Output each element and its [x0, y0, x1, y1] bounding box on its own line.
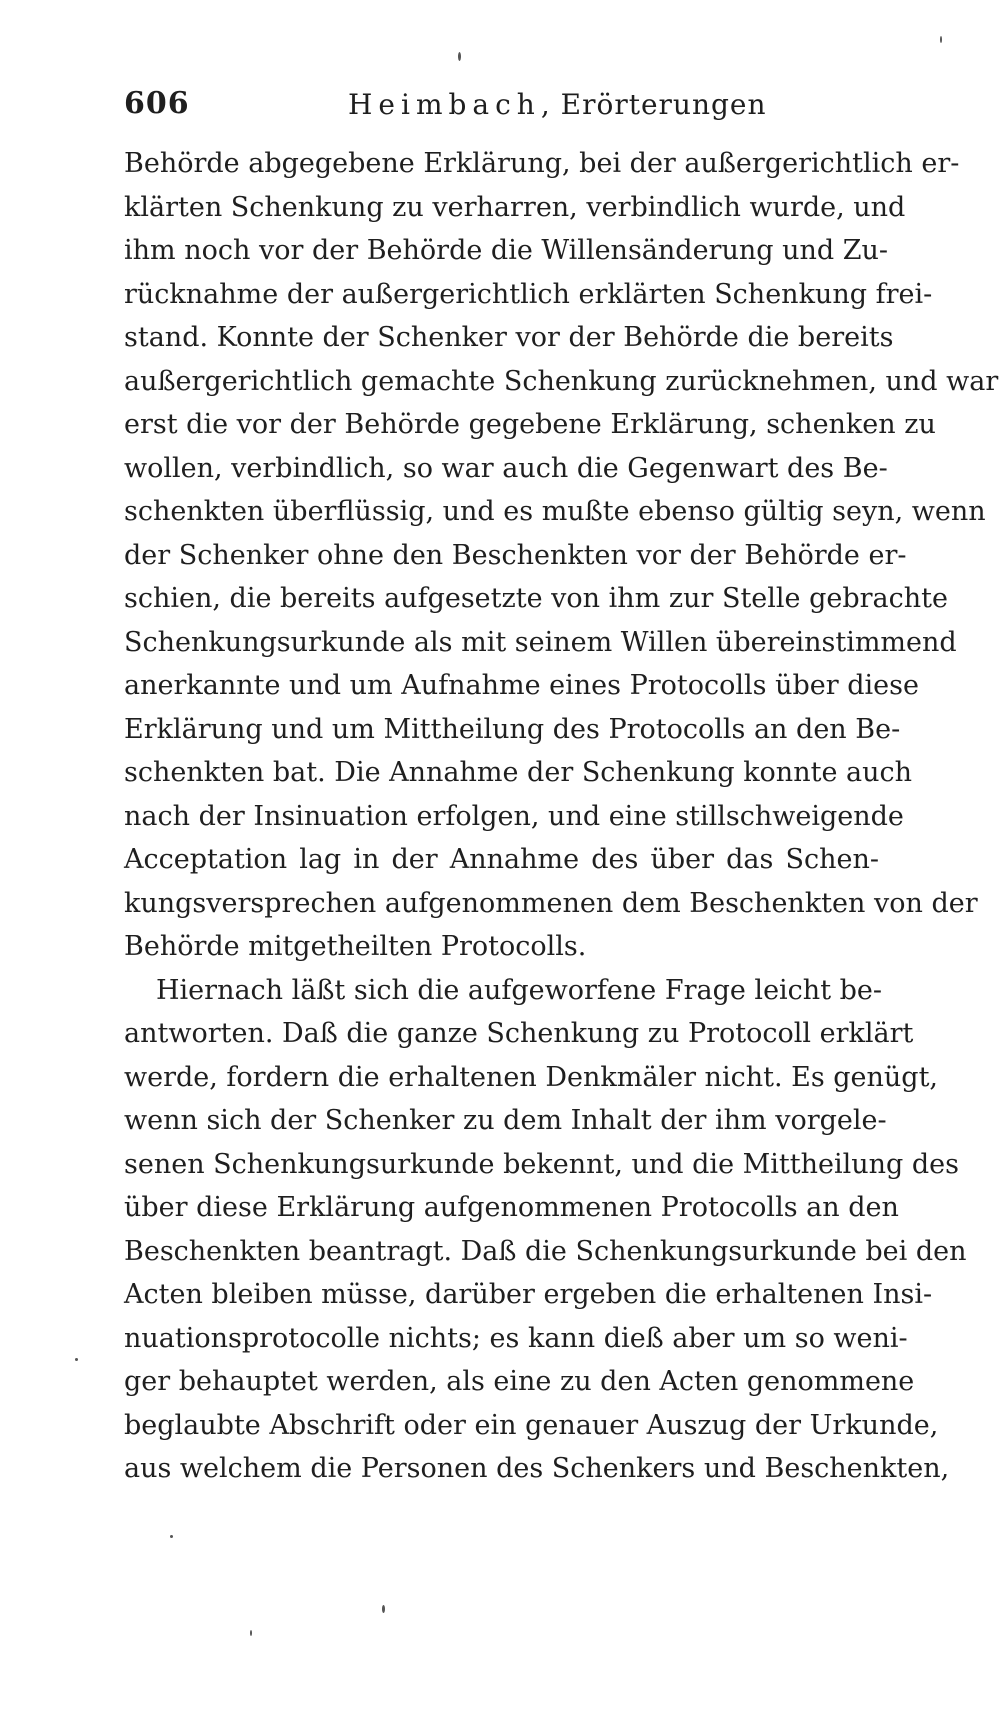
text-line: Schenkungsurkunde als mit seinem Willen übereinstimmend [124, 626, 957, 658]
running-head-author: Heimbach [348, 88, 541, 121]
text-line: wollen, verbindlich, so war auch die Gegenwart des Be- [124, 452, 888, 484]
scan-speck [75, 1358, 78, 1361]
text-line: beglaubte Abschrift oder ein genauer Auszug der Urkunde, [124, 1409, 939, 1441]
text-line: Behörde abgegebene Erklärung, bei der außergerichtlich er- [124, 148, 960, 179]
text-line: Acceptation lag in der Annahme des über das Schen- [124, 844, 879, 875]
text-line: klärten Schenkung zu verharren, verbindlich wurde, und [124, 191, 906, 223]
text-line: ihm noch vor der Behörde die Willensänderung und Zu- [124, 235, 889, 266]
text-line: der Schenker ohne den Beschenkten vor der Behörde er- [124, 539, 907, 571]
scan-speck [170, 1535, 173, 1538]
scan-speck [458, 52, 461, 61]
scan-speck [940, 36, 942, 43]
text-line: Hiernach läßt sich die aufgeworfene Frage leicht be- [156, 974, 883, 1006]
text-line: werde, fordern die erhaltenen Denkmäler nicht. Es genügt, [124, 1061, 939, 1093]
text-line: senen Schenkungsurkunde bekennt, und die Mittheilung des [124, 1148, 960, 1180]
text-line: kungsversprechen aufgenommenen dem Beschenkten von der [124, 887, 978, 919]
text-line: wenn sich der Schenker zu dem Inhalt der ihm vorgele- [124, 1105, 887, 1136]
running-head-title: Erörterungen [560, 88, 767, 121]
text-line: Behörde mitgetheilten Protocolls. [124, 931, 587, 962]
text-line: schien, die bereits aufgesetzte von ihm zur Stelle gebrachte [124, 583, 948, 614]
text-line: Acten bleiben müsse, darüber ergeben die erhaltenen Insi- [124, 1279, 933, 1310]
text-line: über diese Erklärung aufgenommenen Protocolls an den [124, 1192, 899, 1223]
text-line: stand. Konnte der Schenker vor der Behörde die bereits [124, 322, 894, 353]
text-line: ger behauptet werden, als eine zu den Acten genommene [124, 1366, 915, 1397]
text-line: Beschenkten beantragt. Daß die Schenkungsurkunde bei den [124, 1235, 967, 1267]
text-line: antworten. Daß die ganze Schenkung zu Protocoll erklärt [124, 1018, 914, 1049]
scan-speck [382, 1605, 385, 1613]
text-line: nuationsprotocolle nichts; es kann dieß aber um so weni- [124, 1322, 908, 1354]
text-line: Erklärung und um Mittheilung des Protocolls an den Be- [124, 713, 901, 745]
paragraph [124, 142, 999, 969]
page-header [124, 86, 884, 130]
text-line: erst die vor der Behörde gegebene Erklärung, schenken zu [124, 409, 936, 440]
text-line: schenkten bat. Die Annahme der Schenkung konnte auch [124, 757, 912, 788]
page-number: 606 [124, 86, 190, 121]
text-line: nach der Insinuation erfolgen, und eine stillschweigende [124, 800, 904, 832]
paragraph [124, 969, 967, 1491]
running-head: Heimbach, Erörterungen [348, 88, 767, 121]
text-line: anerkannte und um Aufnahme eines Protocolls über diese [124, 670, 919, 701]
text-line: außergerichtlich gemachte Schenkung zurücknehmen, und war [124, 365, 999, 397]
text-line: aus welchem die Personen des Schenkers und Beschenkten, [124, 1453, 950, 1484]
body-text [124, 142, 999, 1491]
scan-speck [250, 1630, 252, 1636]
text-line: schenkten überflüssig, und es mußte ebenso gültig seyn, wenn [124, 496, 986, 527]
text-line: rücknahme der außergerichtlich erklärten Schenkung frei- [124, 278, 933, 310]
